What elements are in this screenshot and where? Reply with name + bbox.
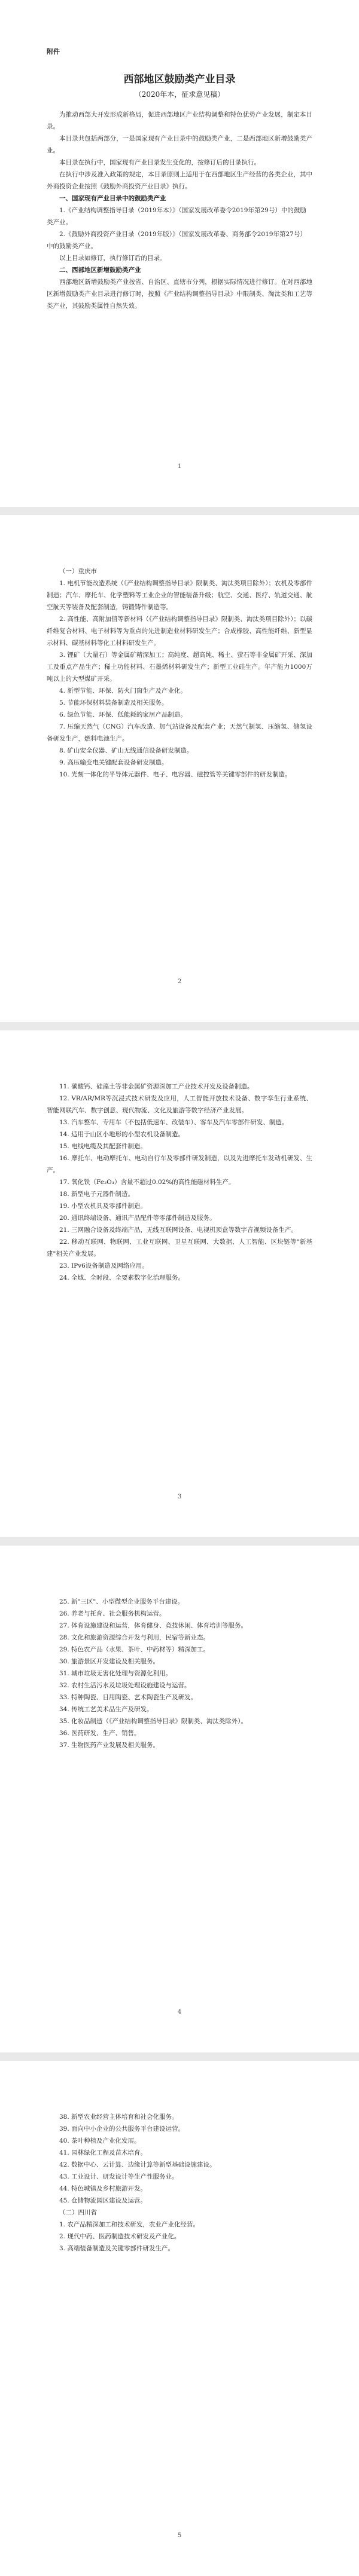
list-item: 17. 氧化铁（Fe₂O₃）含量不超过0.02%的高性能磁材料生产。: [59, 1179, 235, 1186]
list-item: 2. 高性能、高附加值等新材料（《产业结构调整指导目录》限制类、淘汰类项目除外）；以碳纤维复合材料、电子材料等为重点的先进制造业材料研发生产；合成橡胶、高性能纤维、新型显示材料、碳基材料等化工材料研发生产。: [47, 616, 312, 647]
document-page-1: [0, 0, 359, 507]
list-item: 34. 传统工艺美术品生产及研发。: [59, 1706, 153, 1713]
section-paragraph: 西部地区新增鼓励类产业按省、自治区、直辖市分列，根据实际情况进行修订。在对西部地区新增鼓励类产业目录进行修订时，按照《产业结构调整指导目录》中限制类、淘汰类和工艺等类产业，其鼓励类属性自然失效。: [47, 279, 312, 310]
list-item: 39. 面向中小企业的公共服务平台建设运营。: [59, 2125, 185, 2133]
list-item: 1. 电机节能改造系统（《产业结构调整指导目录》限制类、淘汰类项目除外）；农机及零部件制造；汽车、摩托车、化学塑料等工业企业的智能装备升级；航空、交通、医疗、轨道交通、航空航天等装备及配套制造，铸锻铸件制造等。: [47, 580, 312, 611]
list-item: 14. 适用于山区小地形的小型农机设备制造。: [59, 1131, 185, 1138]
list-item: 31. 城市垃圾无害化处理与资源化利用。: [59, 1670, 172, 1677]
list-item: 41. 园林绿化工程及苗木培育。: [59, 2149, 147, 2156]
document-title: 西部地区鼓励类产业目录: [123, 74, 236, 85]
attachment-label: 附件: [47, 48, 60, 56]
page-number: 3: [177, 1494, 182, 1500]
list-item: 2. 现代中药、医药制造技术研发及产业化。: [59, 2233, 181, 2240]
list-item: 40. 茶叶种植及产业化发展。: [59, 2137, 141, 2144]
intro-paragraph: 本目录在执行中，国家现有产业目录发生变化的，按修订后的目录执行。: [59, 159, 260, 166]
intro-paragraph: 在执行中涉及准入政策的规定，本目录原则上适用于在西部地区生产经营的各类企业，其中外商投资企业按照《鼓励外商投资产业目录》执行。: [47, 171, 312, 190]
list-item: 45. 仓储物流园区建设及运营。: [59, 2197, 147, 2204]
list-item: 以上目录如修订，执行修订后的目录。: [59, 255, 166, 262]
document-page-4: [0, 1546, 359, 2052]
list-item: 7. 压缩天然气（CNG）汽车改造、加气站设备及配套产业；天然气制氢、压缩氢、储氢设备研发生产，燃料电池生产。: [47, 723, 312, 742]
list-item: 33. 特种陶瓷、日用陶瓷、艺术陶瓷生产及研发。: [59, 1694, 197, 1701]
intro-paragraph: 本目录共包括两部分，一是国家现有产业目录中的鼓励类产业，二是西部地区新增鼓励类产业。: [47, 135, 312, 154]
page-2-content: [47, 565, 312, 781]
list-item: 42. 数据中心、云计算、边缘计算等新型基础设施建设。: [59, 2161, 216, 2168]
list-item: 15. 电线电缆及其配套件制造。: [59, 1143, 147, 1150]
list-item: 2.《鼓励外商投资产业目录（2019年版）》（国家发展改革委、商务部令2019年第27号）中的鼓励类产业。: [47, 231, 306, 250]
page-3-content: [47, 1081, 312, 1284]
list-item: 21. 三网融合设备及终端产品，无线互联网设备、电视机顶盒等数字音视频设备生产。: [59, 1226, 298, 1234]
section-heading: 一、国家现有产业目录中的鼓励类产业: [59, 195, 166, 202]
document-page-3: [0, 1030, 359, 1537]
page-number: 5: [177, 2532, 182, 2539]
document-page-2: [0, 515, 359, 1022]
list-item: 1. 农产品精深加工和技术研发，农业产业化经营。: [59, 2221, 199, 2228]
list-item: 36. 医药研发、生产、销售。: [59, 1730, 141, 1737]
list-item: 3. 锂矿（大量石）等金属矿精深加工；高纯度、超高纯、稀土、萤石等非金属矿开采、深加工及重点产品生产；稀土功能材料、石墨烯材料研发生产；新型工业硅生产。年产能力1000万吨以上的大型煤矿开采。: [47, 651, 312, 683]
list-item: 25. 新"三区"、小型微型企业服务平台建设。: [59, 1598, 184, 1605]
list-item: 20. 通讯终端设备、通讯产品配件等零部件制造及服务。: [59, 1214, 216, 1222]
list-item: 44. 特色城镇及乡村旅游开发。: [59, 2185, 147, 2192]
list-item: 29. 特色农产品（水果、茶叶、中药材等）精深加工。: [59, 1646, 210, 1653]
list-item: 30. 旅游景区开发建设及相关服务。: [59, 1658, 160, 1665]
list-item: 10. 光刻一体化的半导体元器件、电子、电容器、磁控管等关键零部件的研发制造。: [59, 771, 291, 778]
list-item: 23. IPv6设备制造及网络应用。: [59, 1262, 148, 1269]
list-item: 11. 碳酸钙、硅藻土等非金属矿资源深加工产业技术开发及设备制造。: [59, 1083, 254, 1090]
list-item: 35. 化妆品制造（《产业结构调整指导目录》限制类、淘汰类除外）。: [59, 1718, 248, 1725]
intro-paragraph: 为推动西部大开发形成新格局，促进西部地区产业结构调整和特色优势产业发展，制定本目录。: [47, 111, 312, 130]
list-item: 12. VR/AR/MR等沉浸式技术研发及应用，人工智能开放技术设备、数字孪生行业系统、智能网联汽车、数字创意、现代物流、文化及旅游等数字经济产业发展。: [47, 1095, 312, 1114]
list-item: 9. 高压输变电关键配套设备研发制造。: [59, 759, 168, 766]
list-item: 1.《产业结构调整指导目录（2019年本）》（国家发展改革委令2019年第29号）中的鼓励类产业。: [47, 207, 306, 226]
list-item: 22. 移动互联网、物联网、工业互联网、卫星互联网、大数据、人工智能、区块链等"新基建"相关产业发展。: [47, 1238, 312, 1258]
list-item: 27. 体育设施建设和运营，体育健身、竞技休闲、体育培训等服务。: [59, 1622, 248, 1629]
list-item: 19. 小型农机具及零部件制造。: [59, 1203, 147, 1210]
page-number: 1: [177, 463, 182, 470]
document-subtitle: （2020年本，征求意见稿）: [134, 90, 225, 99]
page-1-content: [47, 50, 312, 312]
document-page-5: [0, 2061, 359, 2576]
list-item: 26. 养老与托育、社会服务机构运营。: [59, 1610, 166, 1617]
list-item: 5. 节能环保材料装备制造及相关服务。: [59, 699, 168, 706]
list-item: 38. 新型农业经营主体培育和社会化服务。: [59, 2113, 178, 2121]
list-item: 24. 全域、全时段、全要素数字化治理服务。: [59, 1274, 185, 1281]
list-item: 13. 汽车整车、专用车（不包括低速车、改装车）、客车及汽车零部件研发、制造。: [59, 1119, 288, 1126]
list-item: 32. 农村生活污水及垃圾处理设施建设与运营。: [59, 1682, 191, 1689]
list-item: 37. 生物医药产业发展及相关服务。: [59, 1742, 160, 1749]
page-number: 2: [177, 978, 182, 985]
list-item: 18. 新型电子元器件制造。: [59, 1191, 135, 1198]
region-heading: （二）四川省: [59, 2209, 97, 2216]
page-5-content: [47, 2111, 312, 2254]
page-4-content: [47, 1596, 312, 1751]
list-item: 6. 绿色节能、环保、低能耗的家居产品制造。: [59, 711, 187, 718]
page-number: 4: [177, 2009, 182, 2015]
list-item: 8. 矿山安全仪器、矿山无线通信设备研发制造。: [59, 747, 193, 754]
section-heading: 二、西部地区新增鼓励类产业: [59, 267, 141, 274]
region-heading: （一）重庆市: [59, 568, 97, 575]
list-item: 4. 新型节能、环保、防火门窗生产及产业化。: [59, 687, 187, 695]
list-item: 43. 工业设计、研发设计等生产性服务业。: [59, 2173, 178, 2180]
list-item: 16. 摩托车、电动摩托车、电动自行车及零部件研发制造，以及先进摩托车发动机研发、生产。: [47, 1155, 312, 1174]
list-item: 28. 文化和旅游资源综合开发与利用，民宿等新业态。: [59, 1634, 210, 1641]
list-item: 3. 高端装备制造及关键零部件研发生产。: [59, 2245, 174, 2252]
